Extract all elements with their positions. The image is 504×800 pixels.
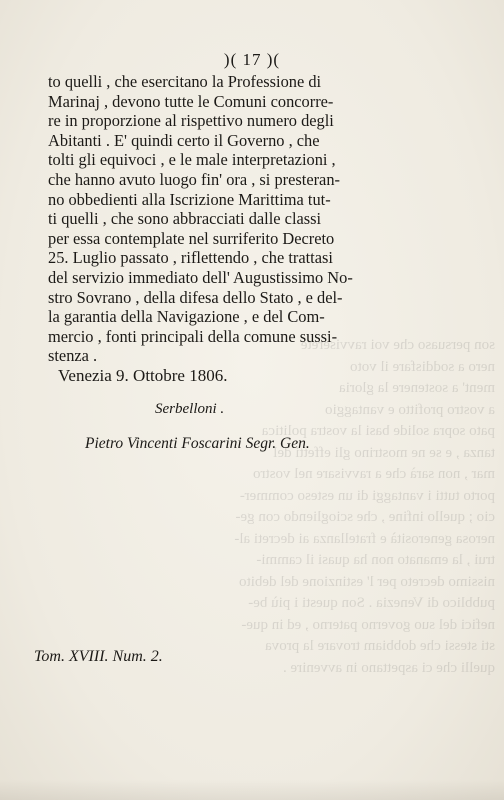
- text-line: stenza .: [48, 346, 98, 366]
- page-number: )( 17 )(: [223, 50, 281, 69]
- text-line: per essa contemplate nel surriferito Decreto: [48, 228, 335, 248]
- text-line: la garantia della Navigazione , e del Com-: [48, 307, 325, 327]
- text-line: stro Sovrano , della difesa dello Stato , e del-: [48, 287, 343, 307]
- text-line: ti quelli , che sono abbracciati dalle classi: [48, 209, 322, 229]
- text-line: tolti gli equivoci , e le male interpretazioni ,: [48, 150, 336, 170]
- text-line: re in proporzione al rispettivo numero degli: [48, 111, 334, 131]
- text-line: to quelli , che esercitano la Professione di: [48, 72, 322, 91]
- date-line: Venezia 9. Ottobre 1806.: [58, 366, 228, 385]
- text-line: Abitanti . E' quindi certo il Governo , che: [48, 130, 320, 150]
- text-line: no obbedienti alla Iscrizione Marittima tut-: [48, 189, 331, 209]
- text-line: Marinaj , devono tutte le Comuni concorre-: [48, 91, 334, 111]
- signature-serbelloni: Serbelloni .: [155, 401, 225, 417]
- text-line: del servizio immediato dell' Augustissimo No-: [48, 267, 353, 287]
- signature-secretary: Pietro Vincenti Foscarini Segr. Gen.: [85, 435, 310, 452]
- volume-footer: Tom. XVIII. Num. 2.: [34, 648, 163, 665]
- body-paragraph: [48, 72, 368, 366]
- page-edge-shadow: [0, 780, 504, 800]
- bleed-through-text: son persuaso che voi ravviserete nero a soddisfare il voto ment' a sostenere la gloria a vostro profitto e vantaggio pato sopra solide basi la vostra politica tanza , e se ne mostrino gli effetti del mar , non sarà che a ravvisare nel vostro porto tutti i vantaggi di un esteso commer- cio ; quello infine , che sciogliendo con ge- nerosa generosità e fratellanza ai decreti al- trui , la emanato non ha quasi il cammi- nissimo decreto per l' estinzione del debito pubblico di Venezia . Son questi i più be- nefici del suo governo paterno , ed in que- sti stessi che dobbiam trovare la prova quelli che ci aspettano in avvenire .: [234, 337, 495, 676]
- text-line: mercio , fonti principali della comune sussi-: [48, 326, 338, 346]
- text-line: che hanno avuto luogo fin' ora , si presteran-: [48, 169, 340, 189]
- text-line: 25. Luglio passato , riflettendo , che trattasi: [48, 248, 333, 268]
